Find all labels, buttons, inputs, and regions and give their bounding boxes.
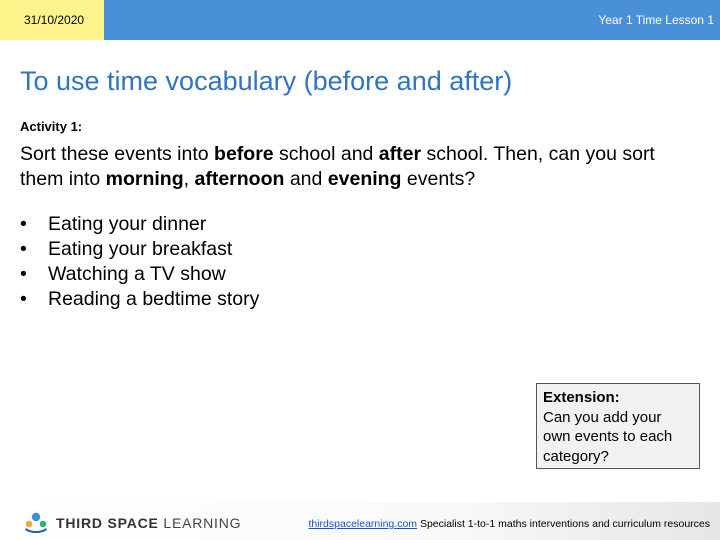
brand-name-light: LEARNING — [158, 515, 242, 531]
extension-box — [536, 383, 700, 469]
lesson-title: Year 1 Time Lesson 1 — [598, 13, 714, 27]
footer — [0, 502, 720, 540]
bullet-icon: • — [20, 238, 27, 260]
keyword-before: before — [214, 143, 274, 165]
footer-tagline: Specialist 1-to-1 maths interventions and curriculum resources — [417, 518, 710, 530]
event-list — [20, 212, 259, 312]
activity-instructions — [20, 142, 700, 192]
instructions-text: , — [183, 168, 195, 190]
activity-label: Activity 1: — [20, 119, 83, 134]
bullet-icon: • — [20, 213, 27, 235]
list-item — [20, 212, 259, 237]
page-title: To use time vocabulary (before and after) — [20, 66, 513, 96]
event-text: Eating your dinner — [48, 213, 207, 235]
website-link[interactable]: thirdspacelearning.com — [308, 518, 418, 530]
list-item — [20, 262, 259, 287]
instructions-text: school and — [273, 143, 379, 165]
instructions-text: and — [284, 168, 328, 190]
footer-credit — [308, 518, 710, 530]
date-label: 31/10/2020 — [0, 0, 104, 40]
bullet-icon: • — [20, 263, 27, 285]
event-text: Eating your breakfast — [48, 238, 233, 260]
event-text: Watching a TV show — [48, 263, 226, 285]
brand-name — [56, 515, 241, 531]
bullet-icon: • — [20, 288, 27, 310]
keyword-after: after — [378, 143, 422, 165]
extension-text: Can you add your own events to each category? — [543, 408, 673, 465]
instructions-text: school. Then, can you sort them into — [20, 143, 655, 190]
keyword-morning: morning — [105, 168, 184, 190]
keyword-evening: evening — [327, 168, 402, 190]
header — [0, 0, 720, 40]
instructions-text: events? — [401, 168, 476, 190]
instructions-text: Sort these events into — [20, 143, 215, 165]
extension-title: Extension: — [543, 389, 620, 406]
event-text: Reading a bedtime story — [48, 288, 260, 310]
keyword-afternoon: afternoon — [194, 168, 285, 190]
third-space-logo-icon — [24, 511, 48, 533]
header-bar — [104, 0, 720, 40]
list-item — [20, 287, 259, 312]
list-item — [20, 237, 259, 262]
brand-name-bold: THIRD SPACE — [56, 515, 159, 531]
